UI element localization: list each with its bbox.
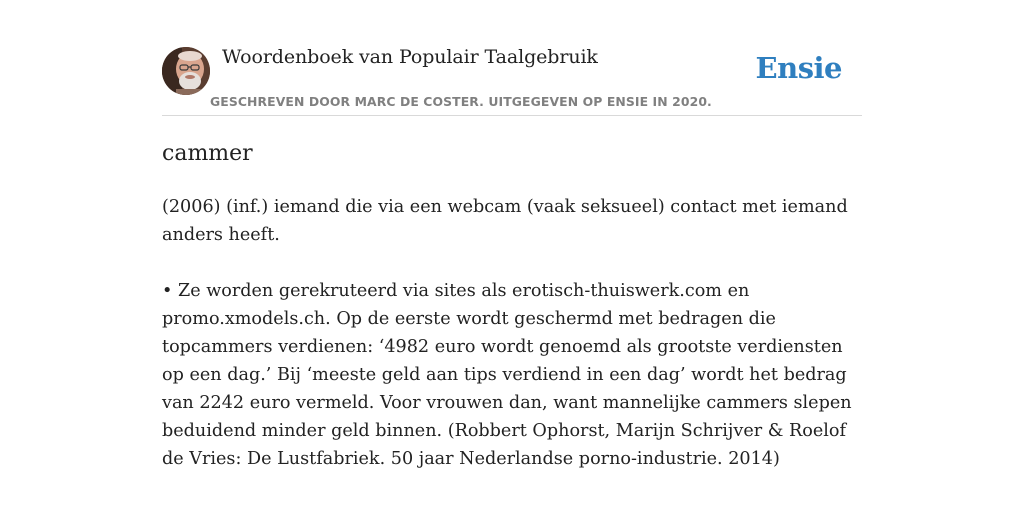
entry-definition: (2006) (inf.) iemand die via een webcam (vaak seksueel) contact met iemand anders heeft.	[162, 197, 848, 245]
entry-body	[162, 193, 862, 473]
ensie-logo[interactable]: Ensie	[755, 51, 842, 85]
book-title[interactable]: Woordenboek van Populair Taalgebruik	[222, 46, 598, 68]
author-avatar[interactable]	[162, 47, 210, 95]
entry-header	[162, 0, 862, 116]
author-portrait-icon	[162, 47, 210, 95]
paragraph-gap	[162, 249, 862, 277]
author-byline: GESCHREVEN DOOR MARC DE COSTER. UITGEGEVEN OP ENSIE IN 2020.	[210, 94, 712, 109]
entry-card	[162, 0, 862, 512]
entry-term: cammer	[162, 141, 253, 166]
entry-example: • Ze worden gerekruteerd via sites als erotisch-thuiswerk.com en promo.xmodels.ch. Op de eerste wordt geschermd met bedragen die topcammers verdienen: ‘4982 euro wordt genoemd als grootste verdiensten op een dag.’ Bij ‘meeste geld aan tips verdiend in een dag’ wordt het bedrag van 2242 euro vermeld. Voor vrouwen dan, want mannelijke cammers slepen beduidend minder geld binnen. (Robbert Ophorst, Marijn Schrijver & Roelof de Vries: De Lustfabriek. 50 jaar Nederlandse porno-industrie. 2014)	[162, 281, 852, 469]
